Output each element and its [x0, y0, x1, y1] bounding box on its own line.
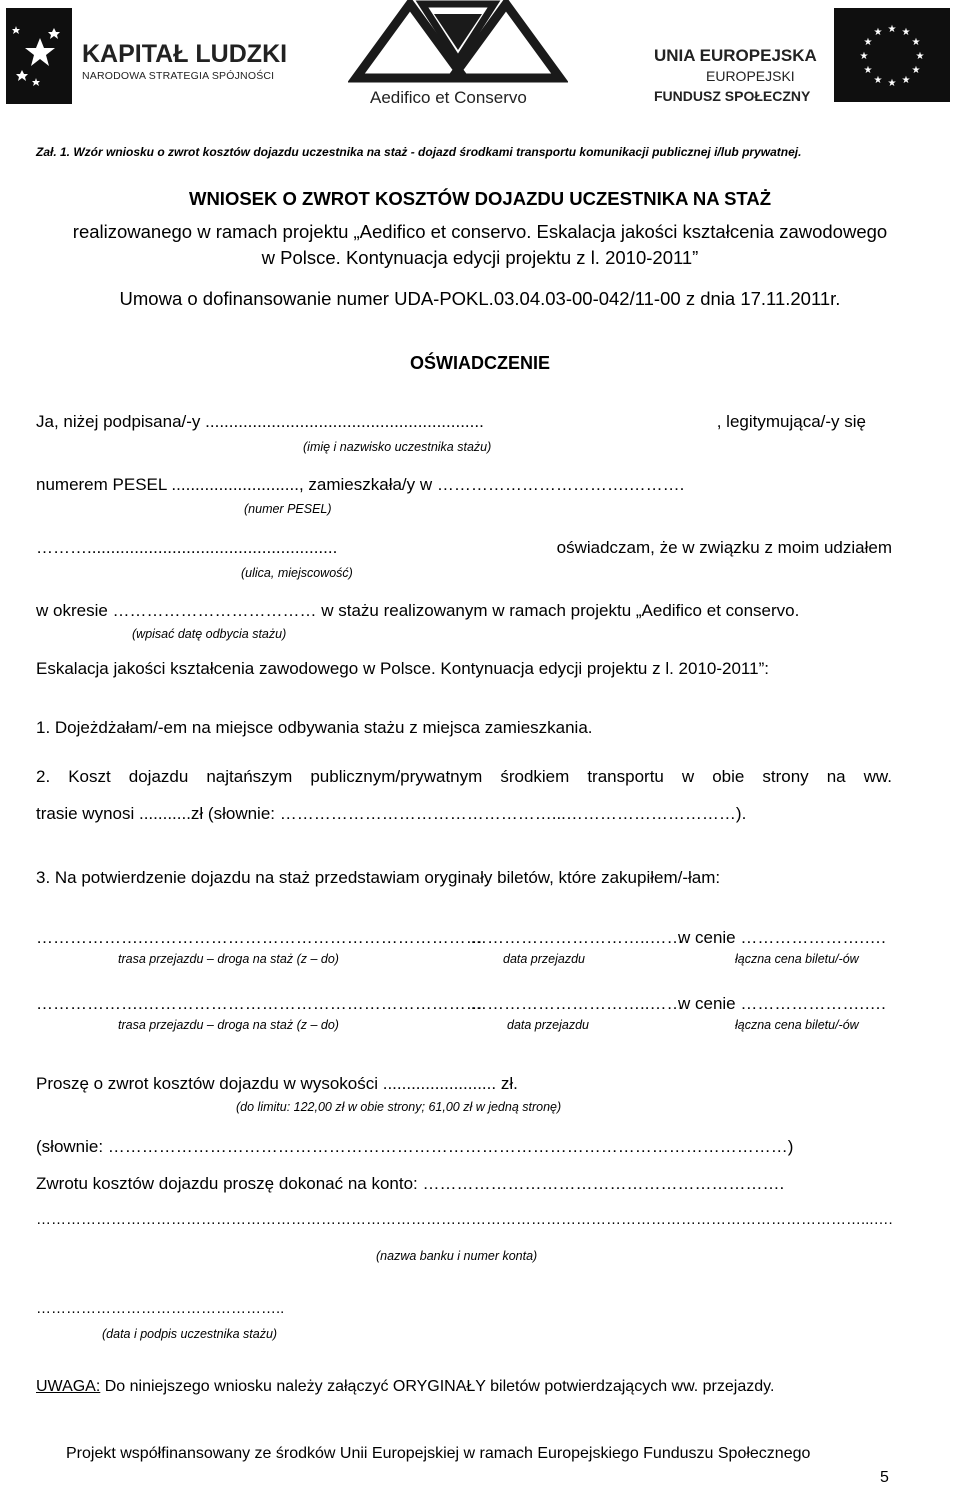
point-2-line1: 2. Koszt dojazdu najtańszym publicznym/prywatnym środkiem transportu w obie strony na ww.: [36, 767, 892, 786]
kapital-ludzki-logo: [6, 8, 288, 104]
ticket-row: [0, 994, 960, 1044]
period-text: w stażu realizowanym w ramach projektu „Aedifico et conservo.: [316, 601, 800, 620]
signature-field[interactable]: …………………………………………..: [36, 1300, 285, 1317]
pesel-caption: (numer PESEL): [244, 502, 332, 516]
ticket-row: [0, 928, 960, 978]
svg-text:★: ★: [887, 78, 897, 89]
kapital-ludzki-subtitle: NARODOWA STRATEGIA SPÓJNOŚCI: [82, 70, 275, 82]
svg-text:★: ★: [901, 27, 911, 38]
price-field[interactable]: w cenie ………………….….: [678, 928, 886, 947]
eu-flag-icon: [834, 8, 950, 102]
declaration-text: oświadczam, że w związku z moim udziałem: [556, 538, 892, 557]
price-caption: łączna cena biletu/-ów: [735, 952, 859, 966]
efs-line1: EUROPEJSKI: [706, 68, 795, 84]
id-text: , legitymująca/-y się: [716, 412, 866, 431]
refund-amount-line[interactable]: Proszę o zwrot kosztów dojazdu w wysokości ........................ zł.: [36, 1074, 518, 1093]
period-field[interactable]: w okresie ………………………………: [36, 601, 317, 620]
kapital-ludzki-title: KAPITAŁ LUDZKI: [82, 40, 288, 68]
period-line: [36, 601, 799, 621]
page-number: 5: [880, 1469, 889, 1486]
aedifico-logo: [348, 0, 568, 110]
point-2-line2[interactable]: trasie wynosi ...........zł (słownie: …………………………………………...…………………………).: [36, 804, 747, 823]
svg-text:★: ★: [863, 37, 873, 48]
point-3: 3. Na potwierdzenie dojazdu na staż przedstawiam oryginały biletów, które zakupiłem/-łam:: [36, 868, 721, 887]
residence-field[interactable]: , zamieszkała/y w …………………………….……….: [298, 475, 685, 494]
account-dots[interactable]: …………………………………………………………………………………………………………………………………………………...….: [36, 1211, 893, 1228]
address-caption: (ulica, miejscowość): [241, 566, 353, 580]
unia-europejska-logo: [654, 8, 954, 108]
pesel-line: [36, 475, 684, 495]
date-caption: data przejazdu: [507, 1018, 590, 1032]
efs-line2: FUNDUSZ SPOŁECZNY: [654, 88, 811, 104]
svg-text:★: ★: [915, 51, 925, 62]
aedifico-caption: Aedifico et Conservo: [370, 88, 527, 107]
statement-heading: OŚWIADCZENIE: [409, 353, 550, 373]
address-line: [36, 538, 892, 558]
price-field[interactable]: w cenie ………………….….: [678, 994, 886, 1013]
attention-label: UWAGA:: [36, 1378, 101, 1395]
form-title: WNIOSEK O ZWROT KOSZTÓW DOJAZDU UCZESTNIKA NA STAŻ: [188, 188, 772, 209]
project-line1: realizowanego w ramach projektu „Aedifico et conservo. Eskalacja jakości kształcenia zawodowego: [72, 221, 888, 242]
bank-caption: (nazwa banku i numer konta): [376, 1249, 538, 1263]
address-field[interactable]: ……….....................................................: [36, 538, 338, 557]
amount-in-words[interactable]: (słownie: …………………………………………………………………………………………………………): [36, 1137, 794, 1156]
attention-text: Do niniejszego wniosku należy załączyć ORYGINAŁY biletów potwierdzających ww. przejazdy.: [100, 1378, 775, 1395]
project-line2: w Polsce. Kontynuacja edycji projektu z l. 2010-2011”: [261, 247, 699, 268]
route-caption: trasa przejazdu – droga na staż (z – do): [118, 1018, 339, 1032]
pesel-field[interactable]: numerem PESEL ...........................: [36, 475, 299, 494]
route-caption: trasa przejazdu – droga na staż (z – do): [118, 952, 339, 966]
svg-text:★: ★: [911, 65, 921, 76]
route-field[interactable]: ……………….……………………………………………………: [36, 994, 483, 1013]
price-caption: łączna cena biletu/-ów: [735, 1018, 859, 1032]
date-field[interactable]: …………………………..……: [470, 928, 684, 947]
unia-europejska-title: UNIA EUROPEJSKA: [654, 46, 817, 65]
signature-caption: (data i podpis uczestnika stażu): [102, 1327, 278, 1341]
date-caption: data przejazdu: [503, 952, 586, 966]
project-continuation: Eskalacja jakości kształcenia zawodowego w Polsce. Kontynuacja edycji projektu z l. 2010-2011”:: [36, 659, 769, 678]
point-1: 1. Dojeżdżałam/-em na miejsce odbywania stażu z miejsca zamieszkania.: [36, 718, 593, 737]
svg-text:★: ★: [873, 75, 883, 86]
svg-text:★: ★: [901, 75, 911, 86]
footer-text: Projekt współfinansowany ze środków Unii Europejskiej w ramach Europejskiego Funduszu Społecznego: [66, 1445, 811, 1462]
svg-text:★: ★: [911, 37, 921, 48]
svg-text:★: ★: [863, 65, 873, 76]
svg-text:★: ★: [873, 27, 883, 38]
name-field[interactable]: Ja, niżej podpisana/-y ...........................................................: [36, 412, 484, 431]
account-line[interactable]: Zwrotu kosztów dojazdu proszę dokonać na konto: ……………………………………………………….: [36, 1174, 785, 1193]
contract-line: Umowa o dofinansowanie numer UDA-POKL.03.04.03-00-042/11-00 z dnia 17.11.2011r.: [119, 288, 841, 309]
attention-note: [36, 1378, 774, 1396]
annex-note: Zał. 1. Wzór wniosku o zwrot kosztów dojazdu uczestnika na staż - dojazd środkami transportu komunikacji publicznej i/lub prywatnej.: [36, 145, 802, 159]
limit-caption: (do limitu: 122,00 zł w obie strony; 61,00 zł w jedną stronę): [236, 1100, 562, 1114]
route-field[interactable]: ……………….……………………………………………………: [36, 928, 483, 947]
period-caption: (wpisać datę odbycia stażu): [132, 627, 287, 641]
svg-text:★: ★: [859, 51, 869, 62]
date-field[interactable]: …………………………..……: [470, 994, 684, 1013]
aedifico-emblem-icon: [348, 0, 568, 90]
name-caption: (imię i nazwisko uczestnika stażu): [303, 440, 492, 454]
kapital-ludzki-emblem-icon: [6, 8, 78, 104]
name-line: [36, 412, 866, 432]
svg-text:★: ★: [887, 24, 897, 35]
